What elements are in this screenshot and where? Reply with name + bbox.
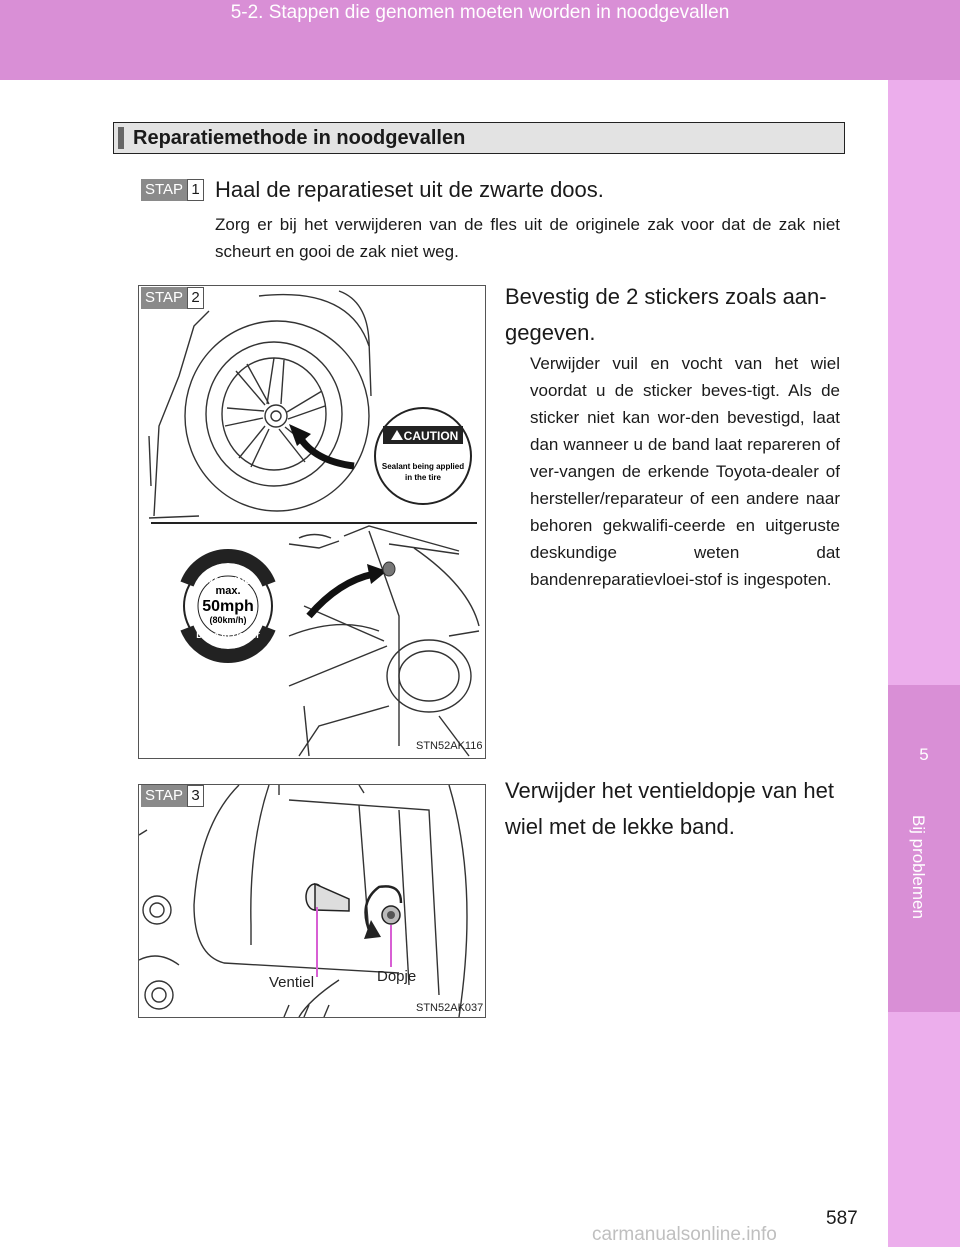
header-section-title: 5-2. Stappen die genomen moeten worden in noodgevallen (230, 2, 730, 23)
section-accent (118, 127, 124, 149)
step-label: STAP (141, 287, 187, 309)
watermark: carmanualsonline.info (592, 1224, 777, 1245)
section-title: Reparatiemethode in noodgevallen (133, 127, 466, 149)
side-band (888, 80, 960, 1247)
step-1-body: Zorg er bij het verwijderen van de fles uit de originele zak voor dat de zak niet scheurt en gooi de zak niet weg. (215, 215, 840, 261)
step-number: 3 (187, 785, 204, 807)
sticker-placement-illustration (139, 286, 485, 758)
step-number: 2 (187, 287, 204, 309)
warning-kmh: (80km/h) (209, 615, 247, 625)
warning-top: WARNING (203, 576, 253, 587)
figure-code: STN52AK116 (416, 740, 483, 752)
step-badge-1 (141, 179, 204, 201)
chapter-title: Bij problemen (909, 815, 928, 919)
figure-code: STN52AK037 (416, 1002, 484, 1014)
step-badge-3 (141, 785, 204, 807)
step-2-body: Verwijder vuil en vocht van het wiel voordat u de sticker beves-tigt. Als de sticker niet kan wor-den bevestigd, laat dan wanneer u de band laat repareren of ver-vangen de erkende Toyota-dealer of hersteller/reparateur of een andere naar behoren gekwalifi-ceerde en uitgeruste deskundige weten dat bandenreparatievloei-stof is ingespoten. (530, 354, 840, 589)
caution-title: CAUTION (403, 429, 459, 443)
step-2-heading: Bevestig de 2 stickers zoals aan-gegeven. (505, 284, 827, 345)
step-label: STAP (141, 179, 187, 201)
valve-cap-illustration (139, 785, 485, 1017)
section-heading-bar (113, 122, 845, 154)
step-badge-2 (141, 287, 204, 309)
caution-line-1: Sealant being applied (381, 462, 465, 471)
page-number: 587 (826, 1208, 858, 1229)
step-2-figure (138, 285, 486, 759)
warning-max: max. (215, 585, 241, 597)
step-3-heading: Verwijder het ventieldopje van het wiel met de lekke band. (505, 778, 834, 839)
warning-bottom: Drive to Dealer (196, 630, 260, 640)
label-valve: Ventiel (269, 974, 315, 991)
step-3-figure (138, 784, 486, 1018)
step-label: STAP (141, 785, 187, 807)
caution-line-2: in the tire (404, 473, 442, 482)
step-number: 1 (187, 179, 204, 201)
warning-speed: 50mph (202, 598, 254, 615)
label-cap: Dopje (377, 968, 417, 985)
chapter-number: 5 (919, 745, 929, 764)
step-1-heading: Haal de reparatieset uit de zwarte doos. (215, 177, 604, 202)
